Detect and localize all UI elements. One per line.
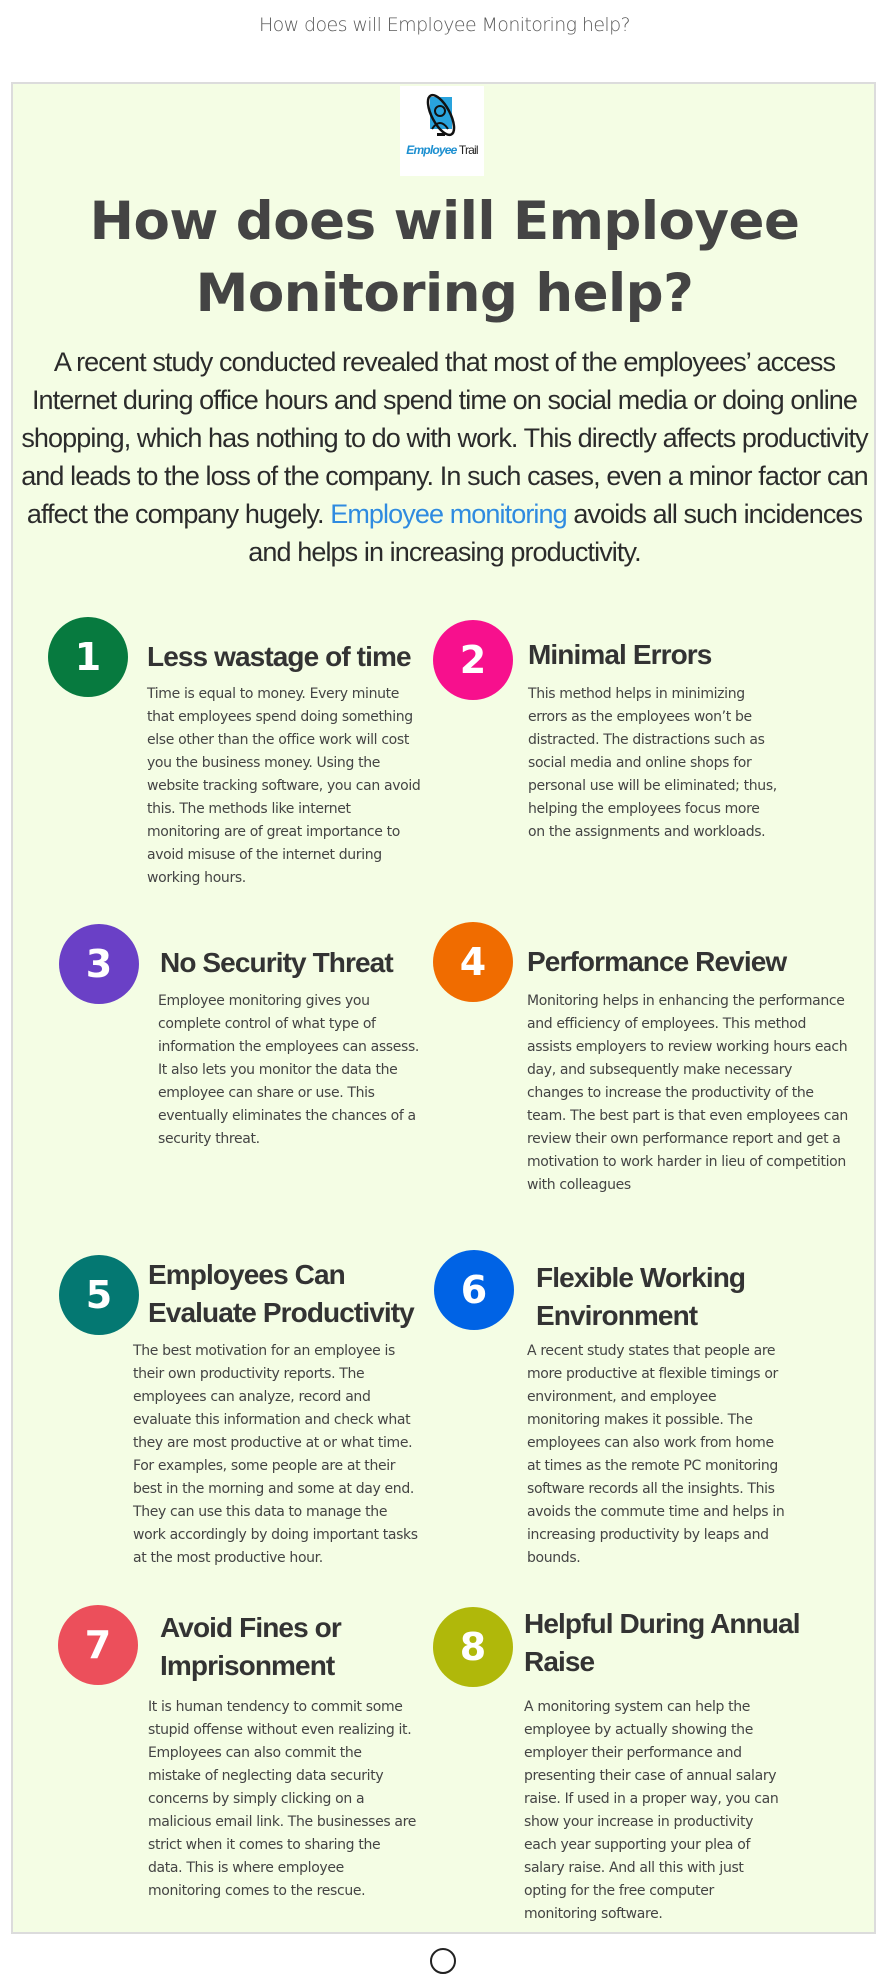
number-badge-2: 2 [433, 620, 513, 700]
section-body-6: A recent study states that people are more productive at flexible timings or environment, and employee monitoring makes it possible. The employees can also work from home at times as the remote PC monitoring software records all the insights. This avoids the commute time and helps in increasing productivity by leaps and bounds. [527, 1343, 785, 1566]
number-badge-3: 3 [59, 924, 139, 1004]
number-badge-6: 6 [434, 1250, 514, 1330]
main-heading-line1: How does will Employee [89, 191, 800, 252]
section-body-7: It is human tendency to commit some stupid offense without even realizing it. Employees can also commit the mistake of neglecting data security concerns by simply clicking on a malicious email link. The businesses are strict when it comes to sharing the data. This is where employee monitoring comes to the rescue. [148, 1699, 416, 1899]
section-body-4: Monitoring helps in enhancing the performance and efficiency of employees. This method assists employers to review working hours each day, and subsequently make necessary changes to increase the productivity of the team. The best part is that even employees can review their own performance report and get a motivation to work harder in lieu of competition with colleagues [527, 993, 848, 1193]
section-title-7: Avoid Fines or Imprisonment [160, 1612, 341, 1681]
logo-text-employee: Employee [406, 143, 457, 157]
section-body-8: A monitoring system can help the employee by actually showing the employer their performance and presenting their case of annual salary raise. If used in a proper way, you can show your increase in productivity each year supporting your plea of salary raise. And all this with just opting for the free computer monitoring software. [524, 1699, 779, 1922]
logo-text [400, 143, 484, 157]
section-body-3: Employee monitoring gives you complete control of what type of information the employees can assess. It also lets you monitor the data the employee can share or use. This eventually eliminates the chances of a security threat. [158, 993, 419, 1147]
section-body-5: The best motivation for an employee is their own productivity reports. The employees can analyze, record and evaluate this information and check what they are most productive at or what time. For examples, some people are at their best in the morning and some at day end. They can use this data to manage the work accordingly by doing important tasks at the most productive hour. [133, 1343, 418, 1566]
section-title-1: Less wastage of time [147, 641, 411, 672]
number-badge-5: 5 [59, 1255, 139, 1335]
section-body-1: Time is equal to money. Every minute that employees spend doing something else other than the office work will cost you the business money. Using the website tracking software, you can avoid this. The methods like internet monitoring are of great importance to avoid misuse of the internet during working hours. [147, 686, 421, 886]
section-title-8: Helpful During Annual Raise [524, 1608, 800, 1677]
section-title-2: Minimal Errors [528, 639, 712, 670]
section-title-6: Flexible Working Environment [536, 1262, 746, 1331]
footer-logo-icon [430, 1948, 456, 1974]
number-badge-8: 8 [433, 1607, 513, 1687]
logo-text-trail: Trail [458, 143, 478, 157]
intro-text-after: avoids all such incidences and helps in increasing productivity. [248, 499, 863, 567]
employee-trail-logo [400, 86, 484, 176]
section-title-5: Employees Can Evaluate Productivity [148, 1259, 414, 1328]
section-body-2: This method helps in minimizing errors as the employees won’t be distracted. The distractions such as social media and online shops for personal use will be eliminated; thus, helping the employees focus more on the assignments and workloads. [528, 686, 777, 840]
section-title-4: Performance Review [527, 946, 787, 977]
section-title-3: No Security Threat [160, 947, 393, 978]
monitor-person-icon [418, 89, 466, 145]
employee-monitoring-link[interactable]: Employee monitoring [330, 499, 567, 529]
intro-paragraph [16, 343, 873, 571]
main-heading [20, 186, 869, 330]
number-badge-1: 1 [48, 617, 128, 697]
number-badge-7: 7 [58, 1605, 138, 1685]
main-heading-line2: Monitoring help? [195, 263, 694, 324]
page-title: How does will Employee Monitoring help? [258, 14, 631, 36]
intro-text-before: A recent study conducted revealed that most of the employees’ access Internet during office hours and spend time on social media or doing online shopping, which has nothing to do with work. This directly affects productivity and leads to the loss of the company. In such cases, even a minor factor can affect the company hugely. [21, 347, 868, 529]
number-badge-4: 4 [433, 922, 513, 1002]
